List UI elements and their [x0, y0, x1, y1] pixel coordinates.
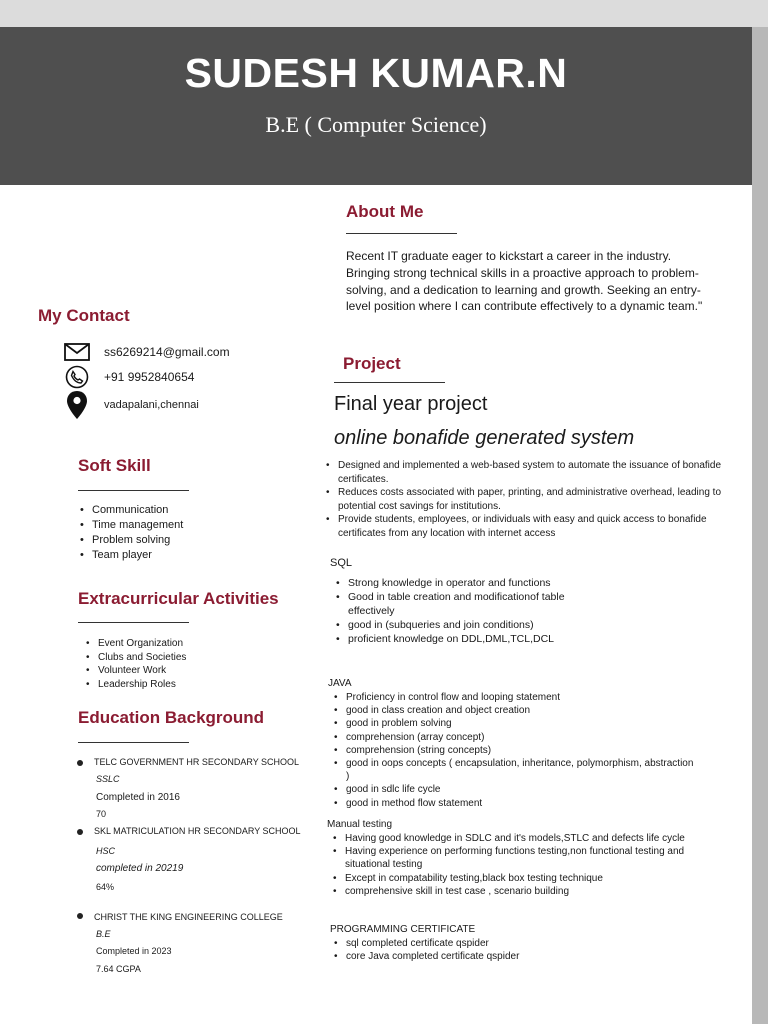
manual-testing-label: Manual testing — [327, 819, 393, 830]
java-label: JAVA — [328, 678, 352, 689]
mail-icon — [62, 343, 92, 361]
list-item: • Proficiency in control flow and looping statement — [334, 691, 694, 704]
candidate-degree: B.E ( Computer Science) — [265, 112, 487, 137]
list-item: • Good in table creation and modificationof table effectively — [336, 590, 576, 618]
list-item: • comprehensive skill in test case , scenario building — [333, 885, 713, 898]
extracurricular-divider — [78, 622, 189, 623]
contact-location-row — [62, 394, 199, 416]
list-item: • Having experience on performing functions testing,non functional testing and situational testing — [333, 845, 713, 871]
list-item: • good in class creation and object creation — [334, 704, 694, 717]
education-score: 7.64 CGPA — [96, 964, 141, 974]
candidate-name: SUDESH KUMAR.N — [184, 50, 568, 96]
list-item: • Except in compatability testing,black box testing technique — [333, 872, 713, 885]
project-heading: Project — [343, 354, 401, 373]
list-item: • Time management — [80, 518, 183, 533]
list-item: • Communication — [80, 503, 183, 518]
list-item: • Leadership Roles — [86, 678, 186, 692]
certificate-label: PROGRAMMING CERTIFICATE — [330, 924, 476, 935]
list-item: • good in problem solving — [334, 717, 694, 730]
list-item: • sql completed certificate qspider — [334, 937, 634, 950]
education-completed: Completed in 2016 — [96, 792, 180, 803]
education-completed: completed in 20219 — [96, 863, 184, 874]
list-item: • Designed and implemented a web-based system to automate the issuance of bonafide certificates. — [326, 459, 726, 486]
education-divider — [78, 742, 189, 743]
school-name: TELC GOVERNMENT HR SECONDARY SCHOOL — [94, 757, 300, 767]
education-level: B.E — [96, 929, 111, 939]
list-item: • Reduces costs associated with paper, printing, and administrative overhead, leading to potential cost savings for institutions. — [326, 486, 726, 513]
bullet-dot — [77, 913, 83, 919]
project-subtitle: online bonafide generated system — [334, 427, 635, 449]
project-divider — [334, 382, 445, 383]
project-title: Final year project — [334, 393, 488, 415]
contact-phone[interactable]: +91 9952840654 — [104, 370, 195, 384]
education-heading: Education Background — [78, 708, 265, 727]
manual-testing-list — [333, 832, 713, 898]
phone-icon — [62, 365, 92, 389]
project-bullets — [326, 459, 726, 540]
contact-location: vadapalani,chennai — [104, 399, 199, 411]
java-list — [334, 691, 694, 810]
contact-email-row — [62, 341, 230, 363]
soft-skill-divider — [78, 490, 189, 491]
list-item: • comprehension (array concept) — [334, 731, 694, 744]
list-item: • Problem solving — [80, 533, 183, 548]
extracurricular-heading: Extracurricular Activities — [78, 589, 279, 608]
list-item: • Clubs and Societies — [86, 651, 186, 665]
list-item: • good in (subqueries and join conditions) — [336, 618, 576, 632]
about-text: Recent IT graduate eager to kickstart a career in the industry. Bringing strong technical skills in a proactive approach to problem-solving, and a dedication to learning and growth. Seeking an entry-level position where I can contribute effectively to a dynamic team." — [346, 249, 703, 314]
education-level: SSLC — [96, 774, 120, 784]
list-item: • Team player — [80, 548, 183, 563]
about-divider — [346, 233, 457, 234]
education-completed: Completed in 2023 — [96, 946, 172, 956]
contact-email[interactable]: ss6269214@gmail.com — [104, 345, 230, 359]
contact-heading: My Contact — [38, 306, 130, 325]
list-item: • good in method flow statement — [334, 797, 694, 810]
about-heading: About Me — [346, 202, 424, 221]
education-score: 70 — [96, 809, 107, 819]
page-edge — [752, 27, 768, 1024]
school-name: CHRIST THE KING ENGINEERING COLLEGE — [94, 912, 283, 922]
location-pin-icon — [62, 390, 92, 420]
list-item: • Having good knowledge in SDLC and it's models,STLC and defects life cycle — [333, 832, 713, 845]
contact-phone-row — [62, 366, 194, 388]
education-level: HSC — [96, 846, 116, 856]
list-item: • core Java completed certificate qspider — [334, 950, 634, 963]
sql-label: SQL — [330, 557, 353, 569]
soft-skill-list — [80, 503, 183, 563]
bullet-dot — [77, 829, 83, 835]
soft-skill-heading: Soft Skill — [78, 456, 151, 475]
list-item: • proficient knowledge on DDL,DML,TCL,DCL — [336, 632, 576, 646]
education-score: 64% — [96, 882, 115, 892]
list-item: • Provide students, employees, or individuals with easy and quick access to bonafide certificates from any location with internet access — [326, 513, 726, 540]
extracurricular-list — [86, 637, 186, 692]
bullet-dot — [77, 760, 83, 766]
list-item: • comprehension (string concepts) — [334, 744, 694, 757]
sql-list — [336, 576, 576, 646]
list-item: • Volunteer Work — [86, 664, 186, 678]
list-item: • Event Organization — [86, 637, 186, 651]
list-item: • good in sdlc life cycle — [334, 783, 694, 796]
list-item: • Strong knowledge in operator and functions — [336, 576, 576, 590]
certificate-list — [334, 937, 634, 964]
list-item: • good in oops concepts ( encapsulation, inheritance, polymorphism, abstraction ) — [334, 757, 694, 783]
school-name: SKL MATRICULATION HR SECONDARY SCHOOL — [94, 826, 301, 836]
